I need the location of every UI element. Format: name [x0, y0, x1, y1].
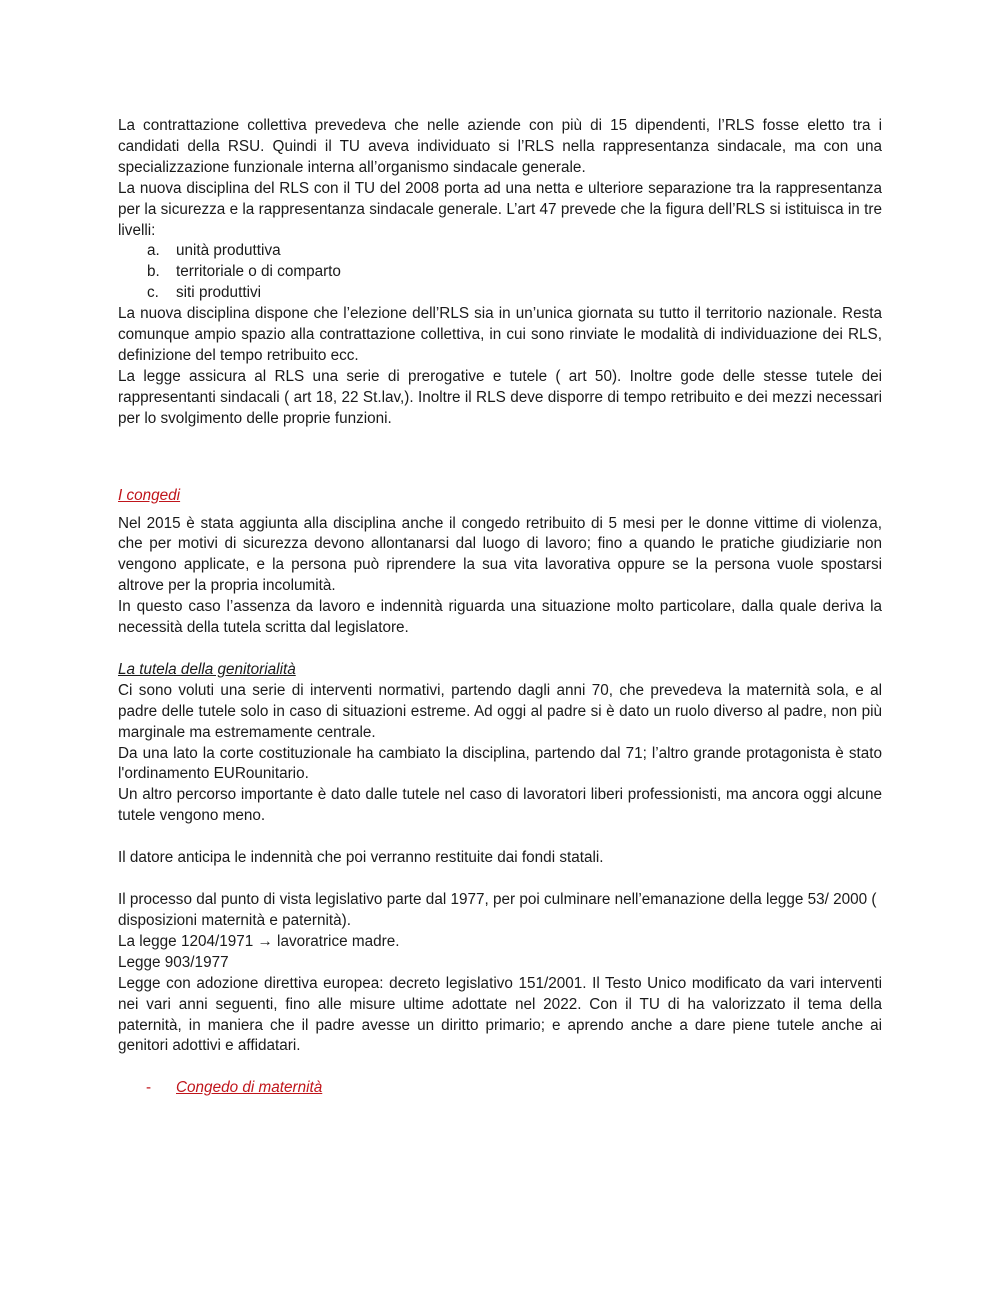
paragraph: La legge 1204/1971 → lavoratrice madre.: [118, 932, 400, 950]
list-item: [118, 262, 882, 283]
list-marker: b.: [147, 263, 160, 281]
document-body: [118, 116, 882, 1099]
paragraph: Un altro percorso importante è dato dalle tutele nel caso di lavoratori liberi professionisti, ma ancora oggi alcune tutele vengono meno.: [118, 786, 882, 825]
paragraph: La contrattazione collettiva prevedeva che nelle aziende con più di 15 dipendenti, l’RLS fosse eletto tra i candidati della RSU. Quindi il TU aveva individuato si l’RLS nella rappresentanza sindacale, ma con una specializzazione funzionale interna all’organismo sindacale generale.: [118, 117, 882, 176]
paragraph: In questo caso l’assenza da lavoro e indennità riguarda una situazione molto particolare, dalla quale deriva la necessità della tutela scritta dal legislatore.: [118, 598, 882, 637]
list-item-label: territoriale o di comparto: [176, 263, 341, 281]
paragraph: La nuova disciplina del RLS con il TU del 2008 porta ad una netta e ulteriore separazione tra la rappresentanza per la sicurezza e la rappresentanza sindacale generale. L’art 47 prevede che la figura dell’RLS si istituisca in tre livelli:: [118, 179, 882, 239]
paragraph: Legge 903/1977: [118, 953, 229, 971]
paragraph: Il processo dal punto di vista legislativo parte dal 1977, per poi culminare nell’emanazione della legge 53/ 2000 ( disposizioni maternità e paternità).: [118, 891, 877, 929]
bullet-label: Congedo di maternità: [176, 1079, 323, 1097]
paragraph: Il datore anticipa le indennità che poi verranno restituite dai fondi statali.: [118, 849, 604, 867]
list-marker: c.: [147, 284, 159, 302]
levels-list: [118, 241, 882, 304]
section-heading-genitorialita: La tutela della genitorialità: [118, 660, 296, 678]
paragraph: La nuova disciplina dispone che l’elezione dell’RLS sia in un’unica giornata su tutto il territorio nazionale. Resta comunque ampio spazio alla contrattazione collettiva, in cui sono rinviate le modalità di individuazione dei RLS, definizione del tempo retribuito ecc.: [118, 305, 882, 364]
bullet-dash: -: [146, 1079, 152, 1097]
list-item-label: unità produttiva: [176, 242, 281, 260]
section-heading-congedi: I congedi: [118, 486, 181, 504]
list-item-label: siti produttivi: [176, 284, 262, 302]
paragraph: Da una lato la corte costituzionale ha cambiato la disciplina, partendo dal 71; l’altro grande protagonista è stato l'ordinamento EURounitario.: [118, 744, 882, 783]
paragraph: Ci sono voluti una serie di interventi normativi, partendo dagli anni 70, che prevedeva la maternità sola, e al padre delle tutele solo in caso di situazioni estreme. Ad oggi al padre si è dato un ruolo diverso al padre, non più marginale ma estremamente centrale.: [118, 681, 882, 741]
paragraph: Nel 2015 è stata aggiunta alla disciplina anche il congedo retribuito di 5 mesi per le donne vittime di violenza, che per motivi di sicurezza devono allontanarsi dal luogo di lavoro; fino a quando le pratiche giudiziarie non vengono applicate, e la persona può riprendere la sua vita lavorativa oppure se la persona vuole spostarsi altrove per la propria incolumità.: [118, 514, 882, 595]
list-item: [118, 241, 882, 262]
paragraph: La legge assicura al RLS una serie di prerogative e tutele ( art 50). Inoltre gode delle stesse tutele dei rappresentanti sindacali ( art 18, 22 St.lav,). Inoltre il RLS deve disporre di tempo retribuito e dei mezzi necessari per lo svolgimento delle proprie funzioni.: [118, 367, 882, 427]
list-item: [118, 283, 882, 304]
paragraph: Legge con adozione direttiva europea: decreto legislativo 151/2001. Il Testo Unico modificato da vari interventi nei vari anni seguenti, fino alle misure ultime adottate nel 2022. Con il TU di ha valorizzato il tema della paternità, in maniera che il padre avesse un diritto primario; e aprendo anche a dare piene tutele anche ai genitori adottivi e affidatari.: [118, 974, 882, 1055]
bullet-item-congedo-maternita: [118, 1078, 882, 1099]
list-marker: a.: [147, 242, 160, 260]
